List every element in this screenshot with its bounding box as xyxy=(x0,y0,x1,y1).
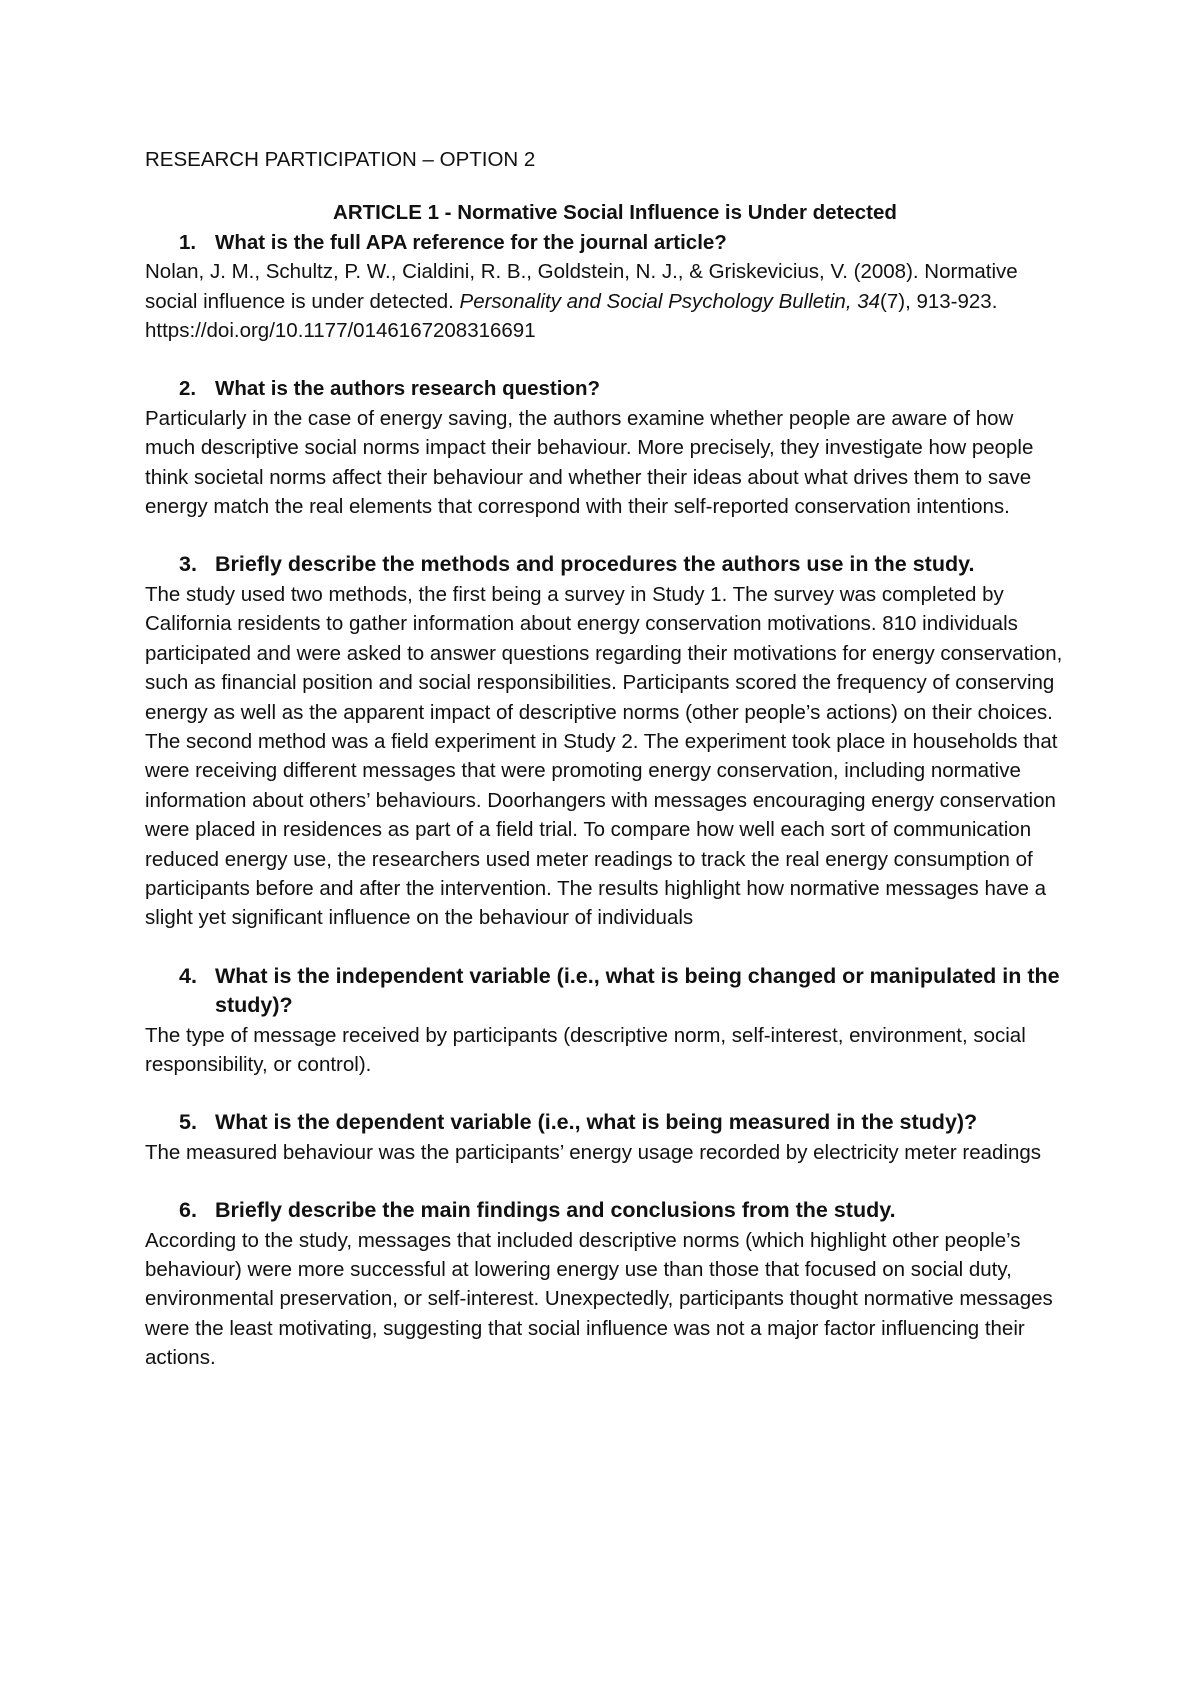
question-6 xyxy=(145,1196,1065,1225)
answer-3: The study used two methods, the first being a survey in Study 1. The survey was completed by California residents to gather information about energy conservation motivations. 810 individuals participated and were asked to answer questions regarding their motivations for energy conservation, such as financial position and social responsibilities. Participants scored the frequency of conserving energy as well as the apparent impact of descriptive norms (other people’s actions) on their choices. The second method was a field experiment in Study 2. The experiment took place in households that were receiving different messages that were promoting energy conservation, including normative information about others’ behaviours. Doorhangers with messages encouraging energy conservation were placed in residences as part of a field trial. To compare how well each sort of communication reduced energy use, the researchers used meter readings to track the real energy consumption of participants before and after the intervention. The results highlight how normative messages have a slight yet significant influence on the behaviour of individuals xyxy=(145,582,1063,930)
answer-2: Particularly in the case of energy saving, the authors examine whether people are aware of how much descriptive social norms impact their behaviour. More precisely, they investigate how people think societal norms affect their behaviour and whether their ideas about what drives them to save energy match the real elements that correspond with their self-reported conservation intentions. xyxy=(145,406,1034,519)
question-text: What is the full APA reference for the journal article? xyxy=(215,230,727,254)
question-text: What is the authors research question? xyxy=(215,377,601,401)
question-number: 3. xyxy=(179,552,197,577)
document-page xyxy=(145,145,1065,1373)
question-3 xyxy=(145,550,1065,579)
spacer xyxy=(145,933,1065,962)
question-5 xyxy=(145,1108,1065,1137)
document-header: RESEARCH PARTICIPATION – OPTION 2 xyxy=(145,148,536,171)
answer-5: The measured behaviour was the participants’ energy usage recorded by electricity meter readings xyxy=(145,1140,1042,1164)
answer-6: According to the study, messages that included descriptive norms (which highlight other people’s behaviour) were more successful at lowering energy use than those that focused on social duty, environmental preservation, or self-interest. Unexpectedly, participants thought normative messages were the least motivating, suggesting that social influence was not a major factor influencing their actions. xyxy=(145,1228,1053,1370)
journal-name: Personality and Social Psychology Bulletin, 34 xyxy=(459,289,881,313)
question-number: 2. xyxy=(179,377,197,401)
question-number: 6. xyxy=(179,1198,197,1223)
question-2 xyxy=(145,374,1065,403)
question-number: 5. xyxy=(179,1110,197,1135)
answer-4: The type of message received by participants (descriptive norm, self-interest, environment, social responsibility, or control). xyxy=(145,1023,1026,1076)
spacer xyxy=(145,521,1065,550)
question-text: Briefly describe the methods and procedures the authors use in the study. xyxy=(215,552,975,577)
question-4 xyxy=(145,962,1065,1021)
question-number: 4. xyxy=(179,963,197,988)
question-text: What is the independent variable (i.e., what is being changed or manipulated in the study)? xyxy=(215,963,1060,1018)
question-text: Briefly describe the main findings and conclusions from the study. xyxy=(215,1198,896,1223)
spacer xyxy=(145,1079,1065,1108)
question-text: What is the dependent variable (i.e., what is being measured in the study)? xyxy=(215,1110,978,1135)
spacer xyxy=(145,1167,1065,1196)
question-1 xyxy=(145,228,1065,257)
reference-text: Nolan, J. M., Schultz, P. W., Cialdini, R. B., Goldstein, N. J., & Griskevicius, V. (2008). Normative social influence is under detected. xyxy=(145,260,1018,313)
spacer xyxy=(145,345,1065,374)
article-title: ARTICLE 1 - Normative Social Influence is Under detected xyxy=(333,201,897,225)
reference-details: (7), 913-923. https://doi.org/10.1177/0146167208316691 xyxy=(145,289,998,343)
question-number: 1. xyxy=(179,230,197,254)
answer-1 xyxy=(145,257,1065,345)
